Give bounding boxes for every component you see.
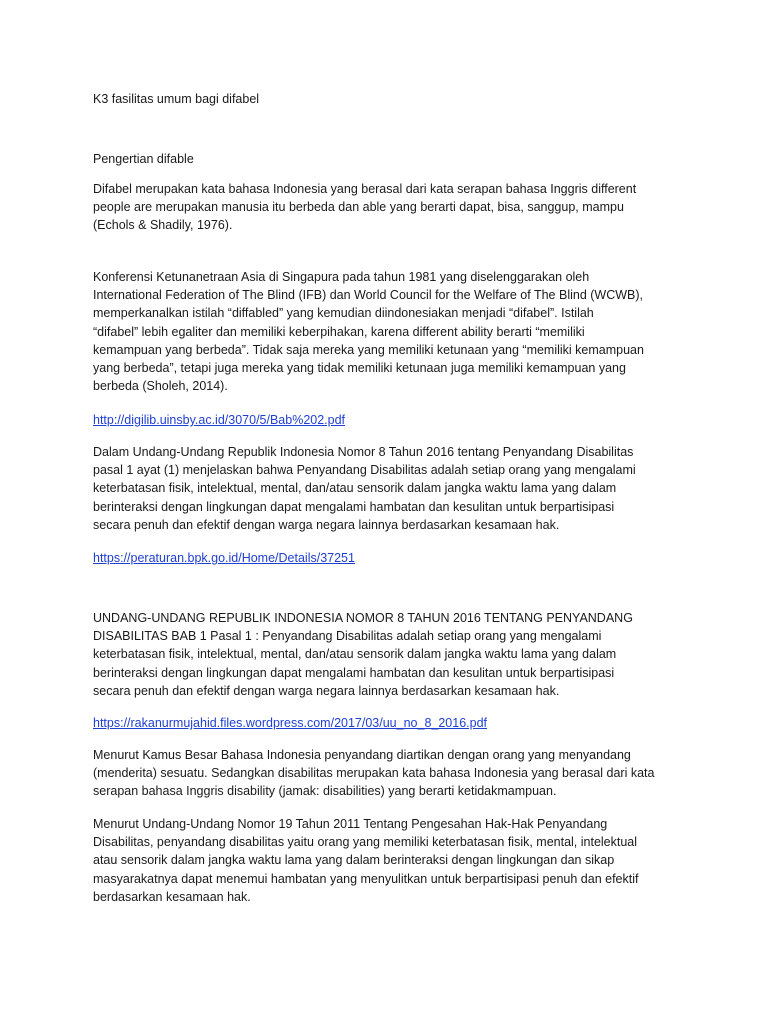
section-heading: Pengertian difable [93, 152, 194, 166]
reference-link-digilib[interactable]: http://digilib.uinsby.ac.id/3070/5/Bab%202.pdf [93, 413, 346, 427]
text-line: secara penuh dan efektif dengan warga negara lainnya berdasarkan kesamaan hak. [93, 683, 560, 698]
text-line: keterbatasan fisik, intelektual, mental, dan/atau sensorik dalam jangka waktu lama yang dalam [93, 481, 617, 496]
text-line: UNDANG-UNDANG REPUBLIK INDONESIA NOMOR 8 TAHUN 2016 TENTANG PENYANDANG [93, 611, 633, 625]
text-line: keterbatasan fisik, intelektual, mental, dan/atau sensorik dalam jangka waktu lama yang dalam [93, 647, 617, 662]
text-line: pasal 1 ayat (1) menjelaskan bahwa Penyandang Disabilitas adalah setiap orang yang mengalami [93, 463, 636, 478]
paragraph-definition [93, 180, 683, 235]
paragraph-uu-19-2011 [93, 815, 683, 906]
text-line: DISABILITAS BAB 1 Pasal 1 : Penyandang Disabilitas adalah setiap orang yang mengalami [93, 629, 602, 644]
text-line: Difabel merupakan kata bahasa Indonesia yang berasal dari kata serapan bahasa Inggris different [93, 182, 637, 196]
reference-link-paragraph [93, 411, 683, 429]
paragraph-uu-bab1 [93, 609, 683, 700]
reference-link-wordpress[interactable]: https://rakanurmujahid.files.wordpress.com/2017/03/uu_no_8_2016.pdf [93, 716, 488, 730]
text-line: (menderita) sesuatu. Sedangkan disabilitas merupakan kata bahasa Indonesia yang berasal dari kata [93, 766, 655, 781]
text-line: secara penuh dan efektif dengan warga negara lainnya berdasarkan kesamaan hak. [93, 517, 560, 532]
document-title: K3 fasilitas umum bagi difabel [93, 92, 260, 106]
text-line: memperkanalkan istilah “diffabled” yang kemudian diindonesiakan menjadi “difabel”. Istilah [93, 306, 594, 321]
text-line: Disabilitas, penyandang disabilitas yaitu orang yang memiliki keterbatasan fisik, mental, intelektual [93, 835, 638, 850]
text-line: berdasarkan kesamaan hak. [93, 889, 251, 904]
text-line: yang berbeda”, tetapi juga mereka yang tidak memiliki ketunaan juga memiliki kemampuan yang [93, 361, 626, 376]
text-line: berinteraksi dengan lingkungan dapat mengalami hambatan dan kesulitan untuk berpartisipasi [93, 499, 615, 514]
reference-link-bpk[interactable]: https://peraturan.bpk.go.id/Home/Details/37251 [93, 551, 355, 565]
text-line: serapan bahasa Inggris disability (jamak: disabilities) yang berarti ketidakmampuan. [93, 784, 557, 799]
text-line: kemampuan yang berbeda”. Tidak saja mereka yang memiliki ketunaan yang “memiliki kemampuan [93, 342, 644, 357]
text-line: atau sensorik dalam jangka waktu lama yang dalam berinteraksi dengan lingkungan dan sikap [93, 853, 615, 868]
text-line: Menurut Undang-Undang Nomor 19 Tahun 2011 Tentang Pengesahan Hak-Hak Penyandang [93, 817, 608, 831]
paragraph-konferensi [93, 268, 683, 395]
text-line: masyarakatnya dapat menemui hambatan yang menyulitkan untuk berpartisipasi penuh dan efektif [93, 871, 639, 886]
text-line: “difabel” lebih egaliter dan memiliki keberpihakan, karena different ability berarti “memiliki [93, 324, 585, 339]
paragraph-kbbi [93, 746, 683, 801]
text-line: berbeda (Sholeh, 2014). [93, 379, 228, 394]
text-line: people are merupakan manusia itu berbeda dan able yang berarti dapat, bisa, sanggup, mampu [93, 200, 624, 215]
text-line: Dalam Undang-Undang Republik Indonesia Nomor 8 Tahun 2016 tentang Penyandang Disabilitas [93, 445, 634, 459]
text-line: Menurut Kamus Besar Bahasa Indonesia penyandang diartikan dengan orang yang menyandang [93, 748, 631, 762]
text-line: Konferensi Ketunanetraan Asia di Singapura pada tahun 1981 yang diselenggarakan oleh [93, 270, 590, 284]
paragraph-undang-undang [93, 443, 683, 534]
text-line: (Echols & Shadily, 1976). [93, 218, 233, 233]
text-line: berinteraksi dengan lingkungan dapat mengalami hambatan dan kesulitan untuk berpartisipasi [93, 665, 615, 680]
reference-link-paragraph [93, 549, 683, 567]
reference-link-paragraph [93, 714, 683, 732]
text-line: International Federation of The Blind (IFB) dan World Council for the Welfare of The Blind (WCWB), [93, 288, 644, 303]
